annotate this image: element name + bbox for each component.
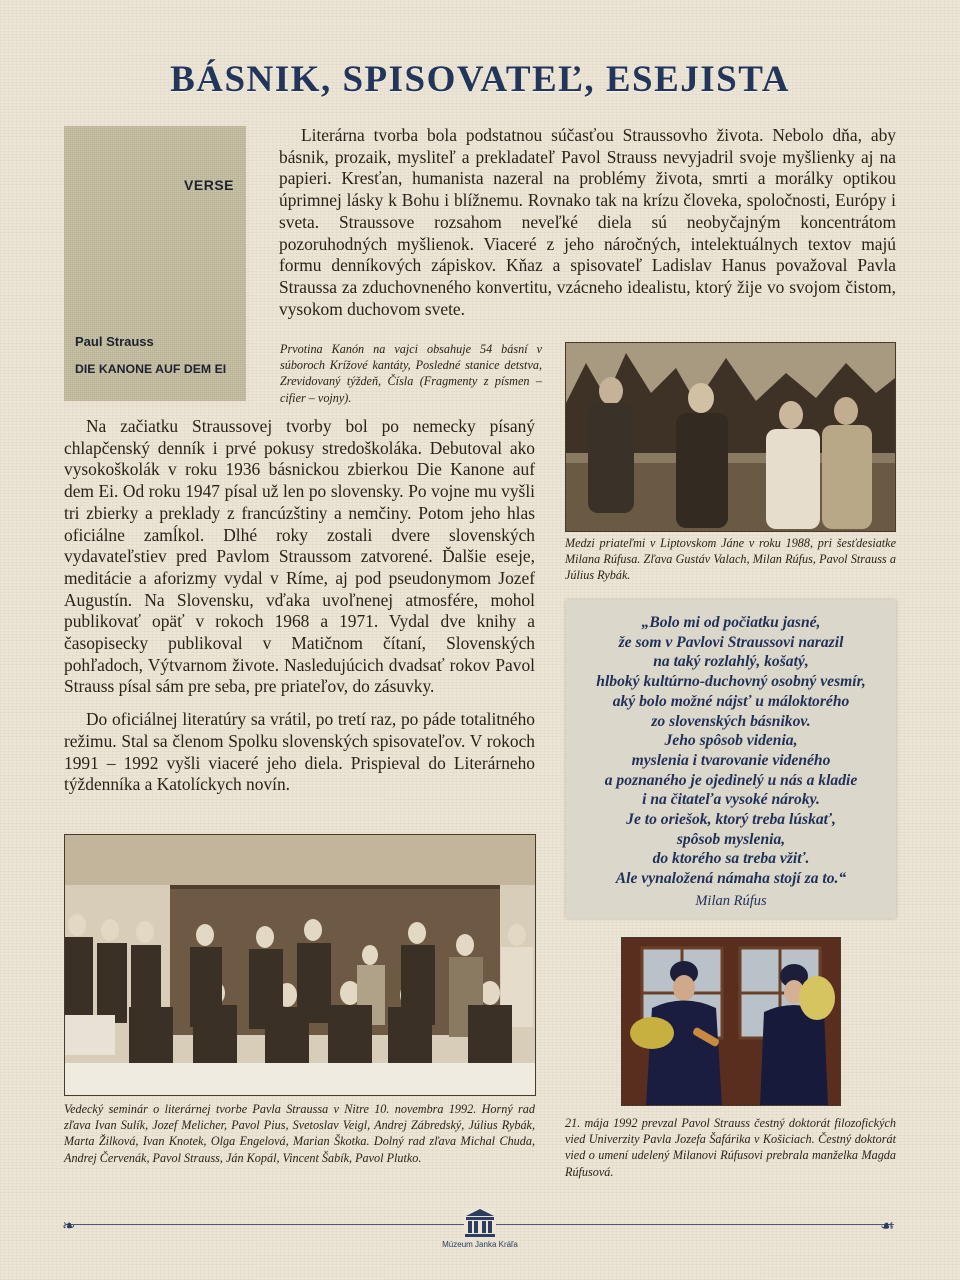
friends-photo <box>565 342 896 532</box>
museum-logo <box>430 1208 530 1249</box>
cover-book-title: DIE KANONE AUF DEM EI <box>75 362 227 376</box>
quote-box <box>566 600 896 918</box>
book-cover-image <box>64 126 246 401</box>
doctorate-ceremony-photo <box>621 937 841 1106</box>
left-flourish-icon: ❧ <box>62 1218 76 1235</box>
doctorate-photo-caption: 21. mája 1992 prevzal Pavol Strauss čestný doktorát filozofických vied Univerzity Pavla Jozefa Šafárika v Košiciach. Čestný doktorát vied o umení udelený Milanovi Rúfusovi prebrala manželka Magda Rúfusová. <box>565 1116 896 1179</box>
right-flourish-icon: ☙ <box>880 1218 895 1235</box>
quote-text: „Bolo mi od počiatku jasné, že som v Pavlovi Straussovi narazil na taký rozlahlý, košatý, hlboký kultúrno-duchovný osobný vesmír, aký bolo možné nájsť u máloktorého zo slovenských básnikov. Jeho spôsob videnia, myslenia i tvarovanie videného a poznaného je ojedinelý u nás a kladie i na čitateľa vysoké nároky. Je to oriešok, ktorý treba lúskať, spôsob myslenia, do ktorého sa treba vžiť. Ale vynaložená námaha stojí za to.“ <box>596 614 866 888</box>
friends-photo-caption: Medzi priateľmi v Liptovskom Jáne v roku 1988, pri šesťdesiatke Milana Rúfusa. Zľava Gustáv Valach, Milan Rúfus, Pavol Strauss a Július Rybák. <box>565 536 896 583</box>
museum-building-icon <box>464 1208 496 1238</box>
cover-series-label: VERSE <box>184 177 234 193</box>
cover-caption: Prvotina Kanón na vajci obsahuje 54 básní v súboroch Krížové kantáty, Posledné stanice detstva, Zrevidovaný týždeň, Čísla (Fragmenty z písmen – cifier – vojny). <box>280 342 542 405</box>
museum-logo-label: Múzeum Janka Kráľa <box>442 1240 518 1249</box>
seminar-group-photo <box>64 834 536 1096</box>
main-paragraph-1: Na začiatku Straussovej tvorby bol po nemecky písaný chlapčenský denník i prvé pokusy stredoškoláka. Debutoval ako vysokoškolák v roku 1936 básnickou zbierkou Die Kanone auf dem Ei. Od roku 1947 písal už len po slovensky. Po vojne mu vyšli tri zbierky a preklady z francúzštiny a nemčiny. Potom jeho hlas oficiálne zamĺkol. Dlhé roky zostali dvere slovenských vydavateľstiev pred Pavlom Straussom zatvorené. Ďalšie eseje, meditácie a aforizmy vydal v Ríme, aj pod pseudonymom Jozef Augustín. Na Slovensku, vďaka uvoľnenej atmosfére, mohol publikovať opäť v rokoch 1968 a 1971. Vydal dve knihy a časopisecky publikoval v Matičnom čítaní, Slovenských pohľadoch, Výtvarnom živote. Nasledujúcich dvadsať rokov Pavol Strauss písal sám pre seba, pre priateľov, do zásuvky. <box>64 416 535 697</box>
main-paragraph-2: Do oficiálnej literatúry sa vrátil, po tretí raz, po páde totalitného režimu. Stal sa členom Spolku slovenských spisovateľov. V rokoch 1991 – 1992 vyšli viaceré jeho diela. Prispieval do Literárneho týždenníka a Katolíckych novín. <box>64 709 535 795</box>
page-title: BÁSNIK, SPISOVATEĽ, ESEJISTA <box>170 59 790 100</box>
seminar-photo-caption: Vedecký seminár o literárnej tvorbe Pavla Straussa v Nitre 10. novembra 1992. Horný rad zľava Ivan Sulík, Jozef Melicher, Pavol Pius, Svetoslav Veigl, Andrej Zábredský, Július Rybák, Marta Žilková, Ivan Knotek, Olga Engelová, Marian Škotka. Dolný rad zľava Michal Chuda, Andrej Červenák, Pavol Strauss, Ján Kopál, Vincent Šabík, Pavol Plutko. <box>64 1102 535 1165</box>
cover-author-label: Paul Strauss <box>75 334 154 349</box>
quote-author: Milan Rúfus <box>695 892 767 909</box>
intro-paragraph: Literárna tvorba bola podstatnou súčasťou Straussovho života. Nebolo dňa, aby básnik, prozaik, mysliteľ a prekladateľ Pavol Strauss nevyjadril svoje myšlienky aj na papieri. Kresťan, humanista nazeral na problémy života, smrti a morálky optikou úprimnej lásky k Bohu i blížnemu. Rovnako tak na krízu človeka, spoločnosti, Európy i sveta. Straussove rozsahom neveľké diela sú neobyčajným koncentrátom pozoruhodných myšlienok. Viaceré z jeho náročných, intelektuálnych textov majú formu denníkových zápiskov. Kňaz a spisovateľ Ladislav Hanus považoval Pavla Straussa za zduchovneného konvertitu, vzácneho idealistu, ktorý žije vo svojom čistom, vysokom duchovom svete. <box>279 125 896 319</box>
